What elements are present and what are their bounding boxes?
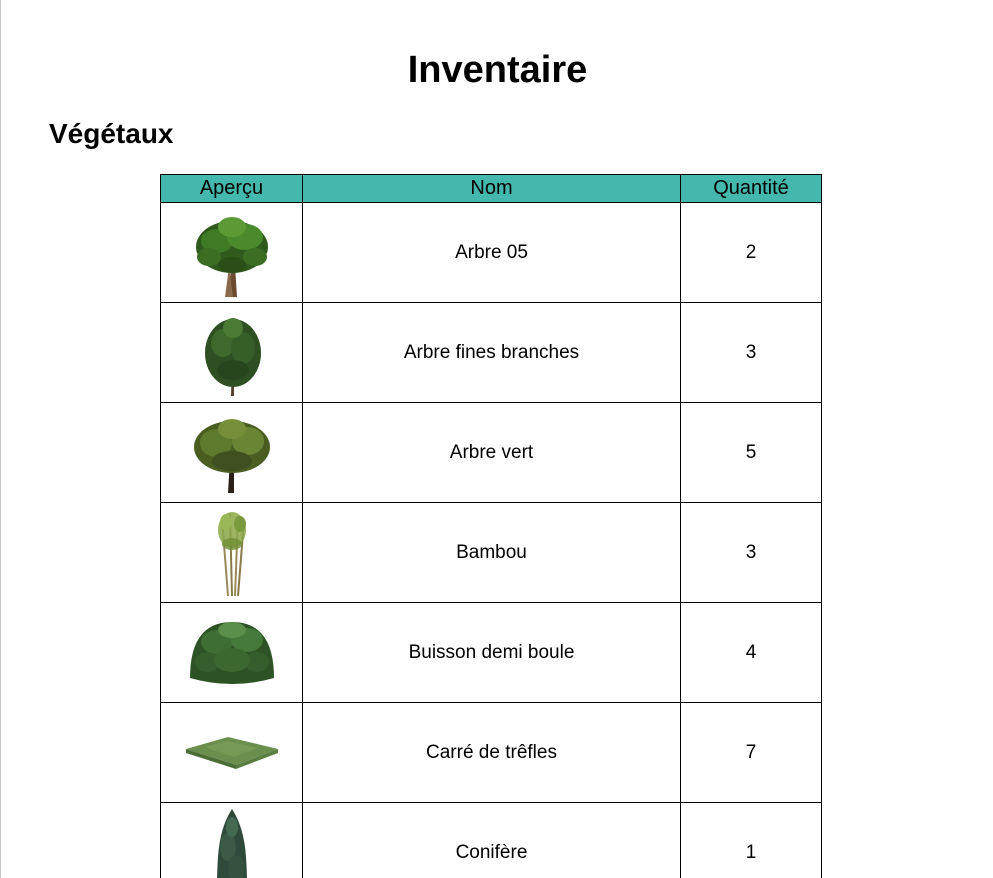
table-row xyxy=(161,503,822,603)
quantity-cell: 5 xyxy=(681,403,822,503)
column-header-quantity: Quantité xyxy=(681,175,822,203)
plant-arbre-vert-icon xyxy=(190,411,274,495)
section-heading: Végétaux xyxy=(49,118,174,149)
name-cell: Bambou xyxy=(303,503,681,603)
preview-cell xyxy=(161,503,303,603)
quantity-cell: 4 xyxy=(681,603,822,703)
plant-conifere-icon xyxy=(212,807,252,878)
preview-cell xyxy=(161,703,303,803)
preview-cell xyxy=(161,203,303,303)
name-cell: Arbre 05 xyxy=(303,203,681,303)
table-row xyxy=(161,803,822,878)
plant-buisson-demi-boule-icon xyxy=(187,616,277,690)
table-row xyxy=(161,603,822,703)
quantity-cell: 3 xyxy=(681,303,822,403)
name-cell: Arbre vert xyxy=(303,403,681,503)
plant-bambou-icon xyxy=(210,508,254,598)
preview-cell xyxy=(161,403,303,503)
plant-carre-de-trefles-icon xyxy=(184,733,280,773)
name-cell: Buisson demi boule xyxy=(303,603,681,703)
table-row xyxy=(161,403,822,503)
quantity-cell: 2 xyxy=(681,203,822,303)
table-row xyxy=(161,303,822,403)
table-header-row xyxy=(161,175,822,203)
name-cell: Arbre fines branches xyxy=(303,303,681,403)
quantity-cell: 7 xyxy=(681,703,822,803)
preview-cell xyxy=(161,803,303,878)
table-row xyxy=(161,703,822,803)
name-cell: Conifère xyxy=(303,803,681,878)
plant-arbre-fines-branches-icon xyxy=(197,308,267,398)
preview-cell xyxy=(161,603,303,703)
plant-arbre-05-icon xyxy=(187,207,277,299)
column-header-preview: Aperçu xyxy=(161,175,303,203)
name-cell: Carré de trêfles xyxy=(303,703,681,803)
column-header-name: Nom xyxy=(303,175,681,203)
inventory-table xyxy=(160,174,822,878)
quantity-cell: 1 xyxy=(681,803,822,878)
preview-cell xyxy=(161,303,303,403)
table-row xyxy=(161,203,822,303)
page-title: Inventaire xyxy=(407,49,588,91)
quantity-cell: 3 xyxy=(681,503,822,603)
